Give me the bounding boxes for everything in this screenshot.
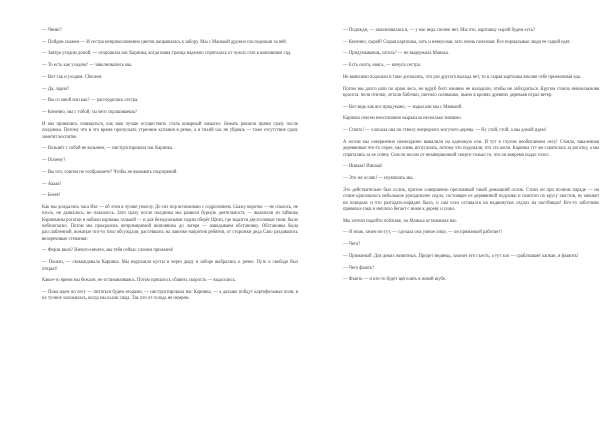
paragraph: — Чего фьють? [343,265,375,271]
paragraph: — Почему? [42,158,66,164]
paragraph: — Бееее! [42,193,61,199]
paragraph: И мы принялись совещаться, как нам лучше осуществить столь коварный замысел. Бежать решили прямо сразу после полдника. Потому что в это время пропускать утренние купания в речке, а в тихий час не уйдешь — тоже отсутствие сразу заметят воспитке. [42,121,298,140]
paragraph: — Стоять! — хлопала она по стволу очередного могучего дерева. — Ну стой, стой, а мы домой идем! [343,128,547,134]
paragraph: Как мы дождались часа Икс — об этом я лучше умолчу. До сих пор вспоминаю с содроганием. Скажу коротко — не спалось, не елось, не дышалось, не плакалось. Зато сразу после полдника мы развели бурную деятельность — выкопали из тайника Каринкины рогатки и набили карманы галькой — и для безоружными ходим сберёг Щели, где водится двухголовые тиии, было небезопасно. Потом мы прокрались непримиримой шиповника до лагеря — наведываем обстановку. Обстановка была расслабленной, вожатые что-то тихо обсуждали, рассевшись на лавочке напротив ребятни, от сторожки деда Сако раздавались велеречивые стенания: [42,204,298,242]
paragraph: — Вот ведь как все придумано, — вздыхали мы с Манькой. [343,104,463,110]
paragraph: — Ааааа! [42,181,62,187]
paragraph: — Я знаю, зачем он тут, — сделала она умное лицо, — он приманкой работает! [343,230,502,236]
paragraph: — Пойдем скажем — И сестра неприкосновенно цветов направилась к забору. Мы с Манькой дружно последовали за ней. [42,39,287,45]
paragraph: — Фьють — и кто-то будет щеголять в новой шубе. [343,277,447,283]
paragraph: Мы хотели подойти поближе, но Манька остановила нас. [343,218,458,224]
paragraph: Потом мы долго шли по краю леса, но вдруб болт оживно не находили, чтобы не заблудиться. Кругом стояла невиолакновя красота: пели птички, летали бабочки, светило солнышко, пьяно в кронях древних деревьев играл ветер. [343,86,599,99]
paragraph: — Чиииi? [42,28,62,33]
paragraph: — Завтра уходим домой, — огорошила нас Каринка, когда наша троица надежно спряталась от чужих глаз в шиповнике сад. [42,51,292,57]
paragraph: — Возьмёт с собой не возьмем, — инструктировала нас Каринка. [42,146,174,152]
paragraph: — Это же ослик! — изумились мы. [343,176,414,182]
paragraph: — Есть охота, ноясь, — кинула сестра. [343,63,421,69]
paragraph: — Чего? [343,242,361,248]
paragraph: — Конечно, мы с тобой, ты чего спрашиваешь? [42,110,137,116]
paragraph: — Пока идем по лесу — питаться будем ягодами, — инструктировала нас Каринка, — а дальше пойдут картофельные поля, в их тучное заложилась, когда мы ехали сюда. Так что от голода не помрем. [42,289,298,302]
paragraph: — То есть как уходим? — заволновались мы. [42,63,133,69]
right-page-column [343,28,599,289]
left-page-column [42,28,298,308]
paragraph: Не выясняли подошли и таки догнались, что раз другого выхода нет, то и сырая картошка вполне себе приемлемая еда. [343,74,582,80]
paragraph: — Приманкой. Для диких животных. Придет медведь, захочет его съесть, а тут хоп — срабатывает капкан, и фьюить! [343,253,579,259]
paragraph: — Вот так и уходим. Сбегаем. [42,74,103,80]
paragraph: — Да, ладно? [42,86,70,92]
paragraph: — Вы что, совсем не соображаете? Чтобы не вызывать подозрений. [42,169,178,175]
paragraph: Каринка совсем неосознанно выражала несколько значимо. [343,116,462,122]
paragraph: А потом мы совершенно неожиданно вывалили на одинокую ели. И тут в глухом необитаемом лесу! Стояла, заваленная деревянные что-то серое, мы очень испугались, потому что подумали, что это жели. Каринка тут же схватилась за рогатку, а мы спрятались за ее спину. Спасли носом от незавершенной смерти только то, что он вовремя подал голос. [343,139,599,158]
paragraph: Какое-то время мы бежали, не останавливаясь. Потом пришлось сбавить скорость — выдохлись. [42,278,236,284]
paragraph: — Ферзи вило? Ничего-ничего, мы тебя сейчас слоном прижмем! [42,248,174,254]
paragraph: — Вы со мной или как? — рассердилась сестра. [42,98,139,104]
paragraph: — Подожди, — заволновалась я, — у нас ведь спичек нет. Мы что, картошку сырой будем есть? [343,28,536,33]
paragraph: Это действительно был ослик, притом совершенно пресвачный такой домашний ослик. Стоял он при полном параде — на спине красовалось небольшое рукодельное седло, состоящее из деревянной подушки и сшитого по кругу хвостов, ну мешкет на поводьях и что разгадать-нарядно было, и сам осел оставался на надвинутых седлах на пастбищах! Кто-то заботливо привязал-таки и неплохо бегает с ними к дереву и ушел. [343,187,599,212]
paragraph: — Придумываешь, штоль? — не выдержала Манька. [343,51,449,57]
paragraph: — Иииааа! Иииааа! [343,164,383,170]
paragraph: — Пошли, — скомандовала Каринка. Мы нарушили кусты и через дыру в заборе выбрались к речке. Путь к свободе был открыт! [42,260,298,272]
paragraph: — Конечно, сырой! Сырая картошка, хоть и невкусная, зато очень полезная. Все нормальные люди ее сырой едят. [343,39,571,45]
